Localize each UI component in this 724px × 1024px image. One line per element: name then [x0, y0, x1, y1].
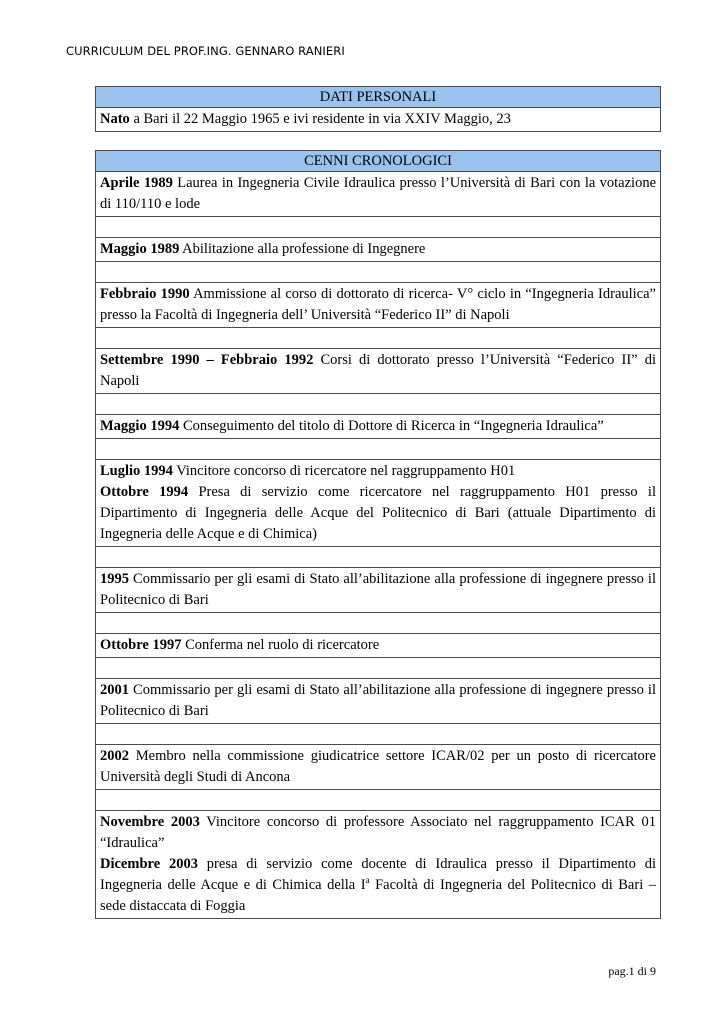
entry-date: Settembre 1990 – Febbraio 1992 — [100, 352, 314, 368]
birth-label: Nato — [100, 111, 130, 127]
entry-date: 2001 — [100, 682, 129, 698]
chronology-entry — [96, 568, 661, 613]
entry-date: Febbraio 1990 — [100, 286, 190, 302]
entry-date: 1995 — [100, 571, 129, 587]
entry-text: Conseguimento del titolo di Dottore di Ricerca in “Ingegneria Idraulica” — [179, 418, 604, 434]
entry-date: Maggio 1994 — [100, 418, 180, 434]
spacer-row — [96, 724, 661, 745]
entry-text: Membro nella commissione giudicatrice settore ICAR/02 per un posto di ricercatore Università degli Studi di Ancona — [100, 748, 656, 785]
entry-text: Vincitore concorso di professore Associato nel raggruppamento ICAR 01 “Idraulica” — [100, 814, 656, 851]
chronology-entry — [96, 634, 661, 658]
entry-date: Ottobre 1994 — [100, 484, 189, 500]
entry-date: Luglio 1994 — [100, 463, 173, 479]
entry-text: Commissario per gli esami di Stato all’abilitazione alla professione di ingegnere presso il Politecnico di Bari — [100, 682, 656, 719]
birth-text: a Bari il 22 Maggio 1965 e ivi residente in via XXIV Maggio, 23 — [129, 111, 511, 127]
entry-text: Ammissione al corso di dottorato di ricerca- V° ciclo in “Ingegneria Idraulica” presso la Facoltà di Ingegneria dell’ Università “Federico II” di Napoli — [100, 286, 656, 323]
entry-date: Novembre 2003 — [100, 814, 200, 830]
chronology-entry — [96, 415, 661, 439]
chronology-entry — [96, 238, 661, 262]
entry-date: Dicembre 2003 — [100, 856, 198, 872]
entry-text: Laurea in Ingegneria Civile Idraulica presso l’Università di Bari con la votazione di 110/110 e lode — [100, 175, 657, 212]
personal-data-title: DATI PERSONALI — [96, 87, 661, 108]
chronology-title: CENNI CRONOLOGICI — [96, 151, 661, 172]
entry-text: Facoltà di Ingegneria del Politecnico di Bari – sede distaccata di Foggia — [100, 877, 656, 914]
spacer-row — [96, 439, 661, 460]
chronology-entry — [96, 679, 661, 724]
personal-data-table — [95, 86, 661, 132]
entry-text: presa di servizio come docente di Idraulica presso il Dipartimento di Ingegneria delle Acque e di Chimica della I — [100, 856, 656, 893]
spacer-row — [96, 394, 661, 415]
ordinal-superscript: a — [365, 875, 370, 885]
entry-date: Maggio 1989 — [100, 241, 180, 257]
spacer-row — [96, 613, 661, 634]
spacer-row — [96, 328, 661, 349]
entry-date: 2002 — [100, 748, 129, 764]
chronology-entry — [96, 172, 661, 217]
birth-entry — [96, 108, 661, 132]
chronology-table — [95, 150, 661, 919]
entry-text: Commissario per gli esami di Stato all’abilitazione alla professione di ingegnere presso il Politecnico di Bari — [100, 571, 656, 608]
entry-text: Corsi di dottorato presso l’Università “Federico II” di Napoli — [100, 352, 656, 389]
spacer-row — [96, 790, 661, 811]
entry-date: Ottobre 1997 — [100, 637, 182, 653]
chronology-entry — [96, 283, 661, 328]
spacer-row — [96, 658, 661, 679]
chronology-entry — [96, 349, 661, 394]
entry-text: Conferma nel ruolo di ricercatore — [181, 637, 380, 653]
entry-text: Vincitore concorso di ricercatore nel raggruppamento H01 — [172, 463, 516, 479]
spacer-row — [96, 547, 661, 568]
chronology-entry — [96, 745, 661, 790]
entry-text: Abilitazione alla professione di Ingegnere — [179, 241, 426, 257]
chronology-entry — [96, 460, 661, 547]
entry-date: Aprile 1989 — [100, 175, 173, 191]
spacer-row — [96, 217, 661, 238]
spacer-row — [96, 262, 661, 283]
document-header: CURRICULUM DEL PROF.ING. GENNARO RANIERI — [66, 44, 345, 58]
page-number: pag.1 di 9 — [608, 964, 656, 978]
chronology-entry — [96, 811, 661, 919]
entry-text: Presa di servizio come ricercatore nel raggruppamento H01 presso il Dipartimento di Ingegneria delle Acque del Politecnico di Bari (attuale Dipartimento di Ingegneria delle Acque e di Chimica) — [100, 484, 656, 542]
